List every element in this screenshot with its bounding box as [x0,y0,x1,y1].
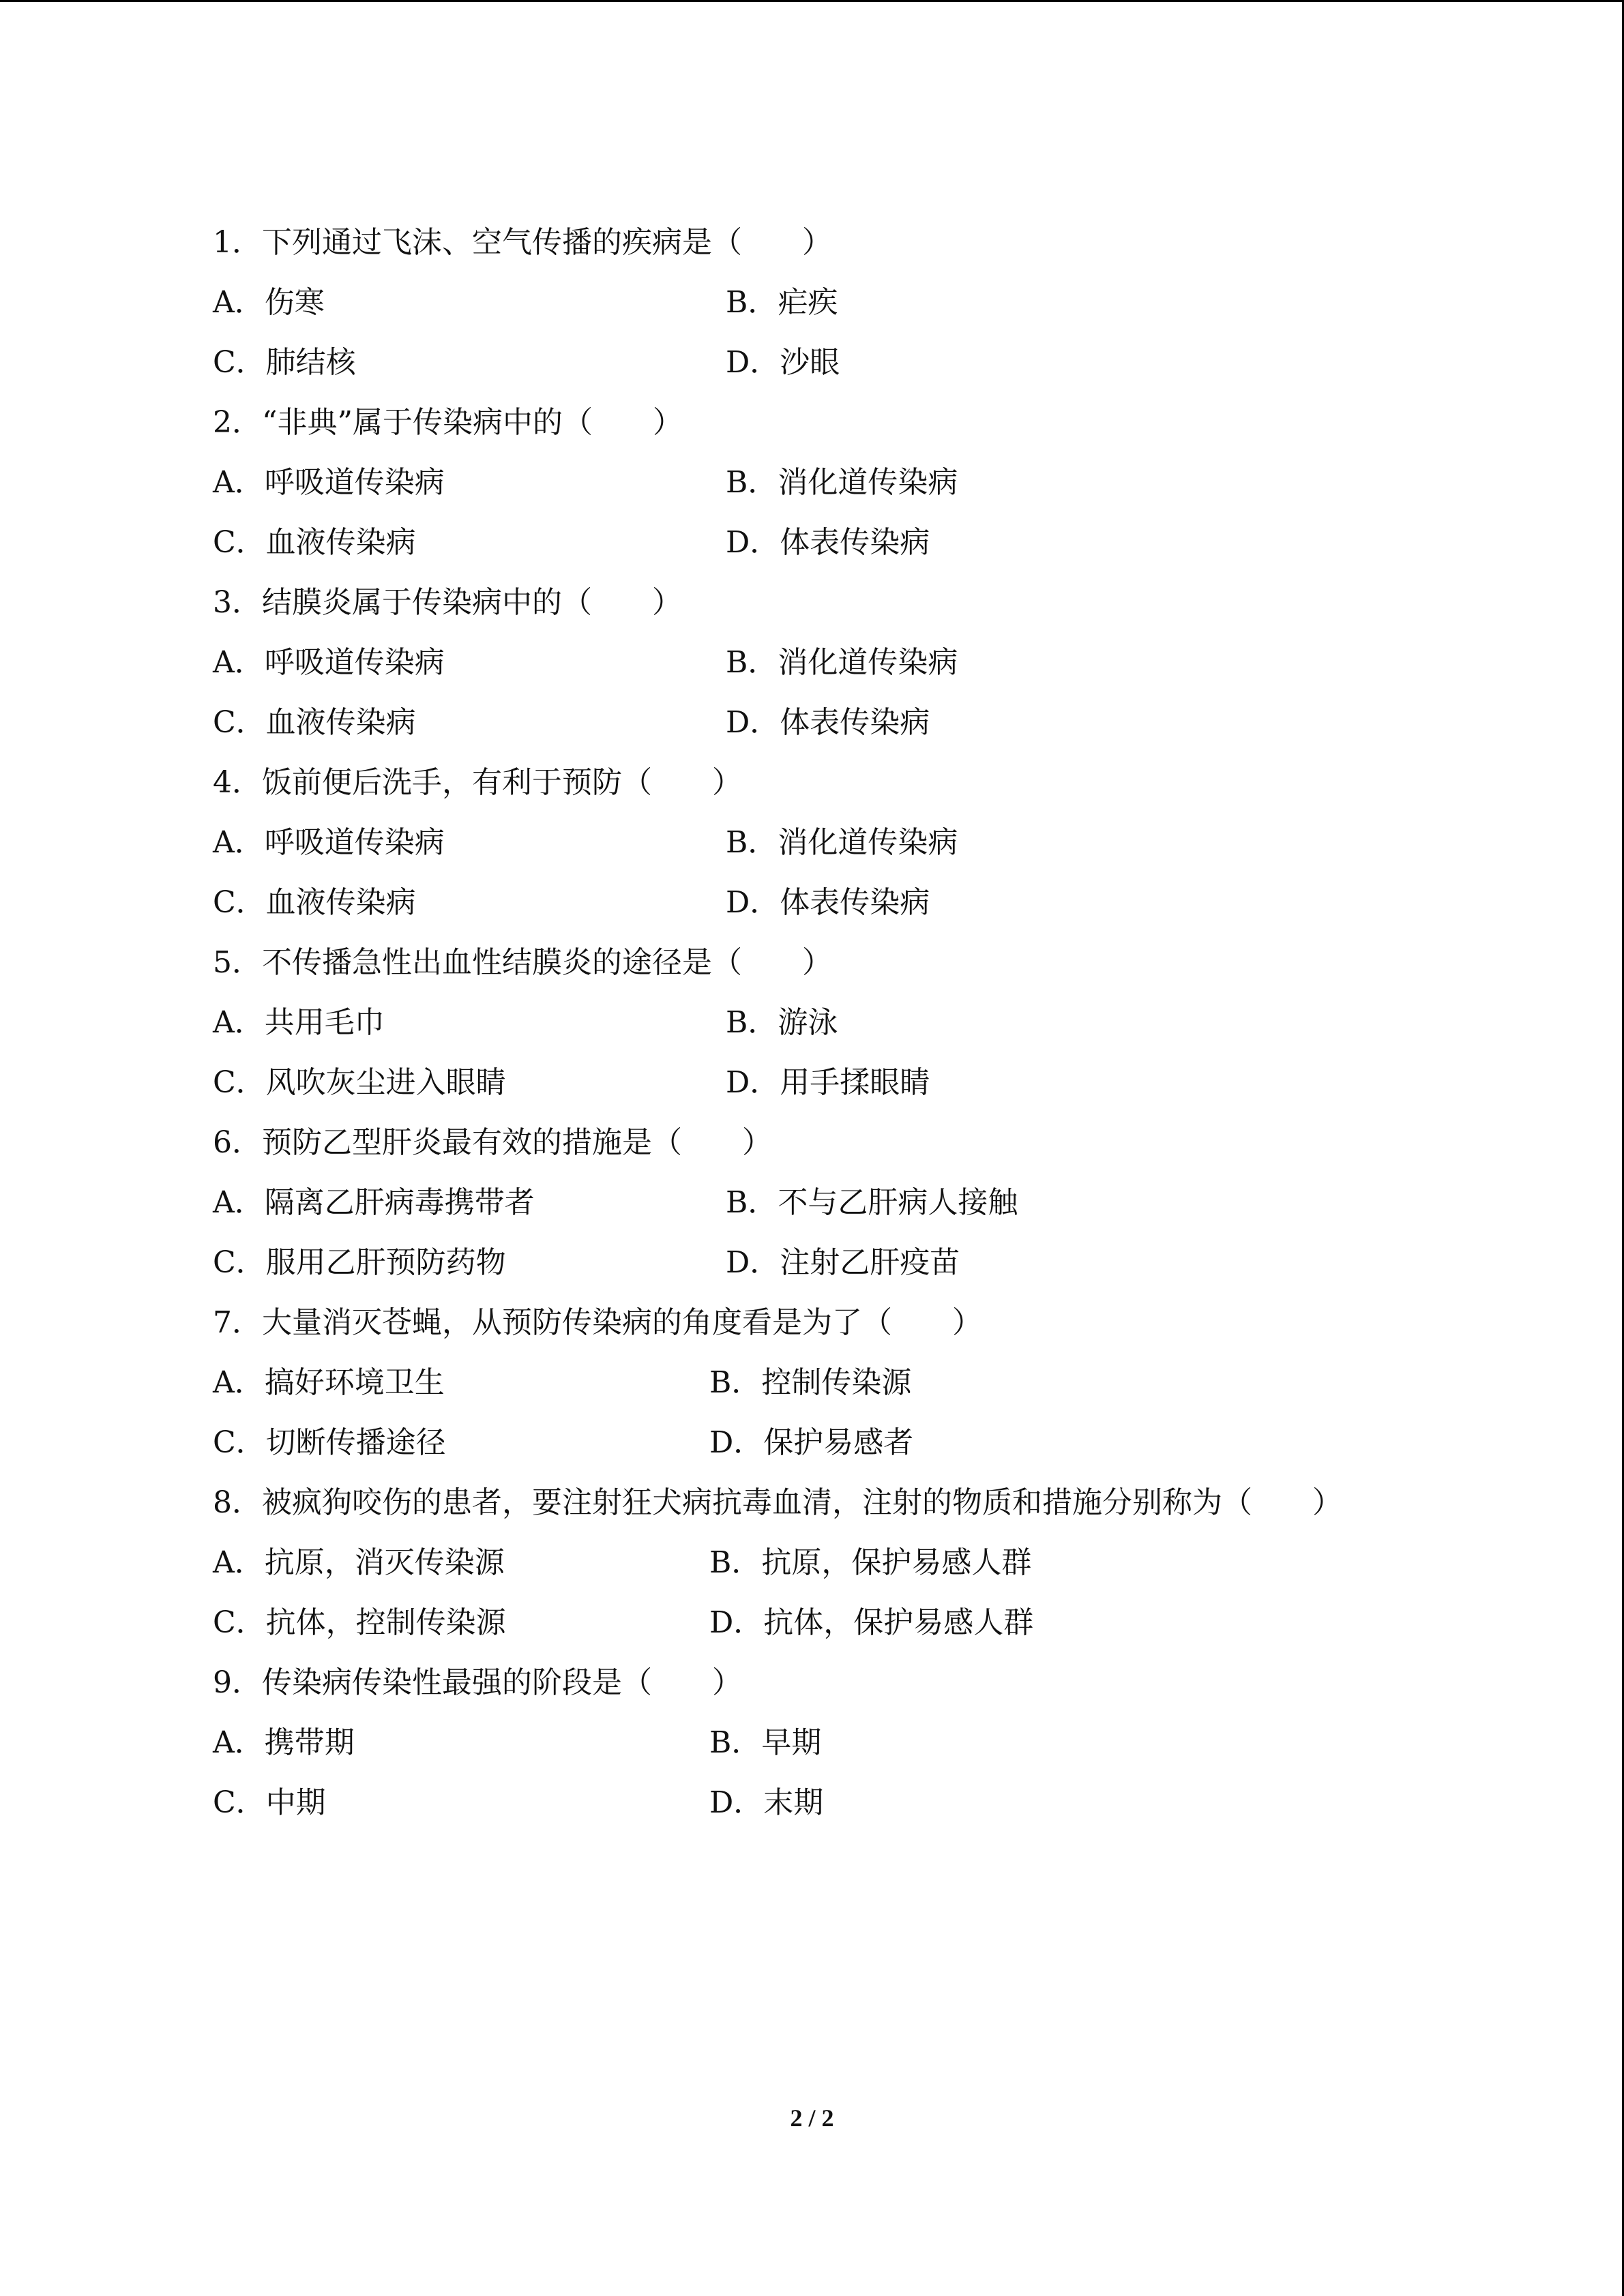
option-d: D．用手揉眼睛 [726,1065,930,1100]
option-b: B．疟疾 [726,285,838,320]
question-9-stem [213,1653,1509,1713]
option-d: D．体表传染病 [726,885,930,920]
question-3-options-row-2 [213,693,1509,753]
question-2-options-row-1 [213,453,1509,513]
option-d: D．体表传染病 [726,705,930,740]
question-5-options-row-2 [213,1053,1509,1113]
option-a: A．搞好环境卫生 [213,1365,445,1400]
question-7-options-row-2 [213,1413,1509,1473]
option-a: A．伤寒 [213,285,325,320]
question-stem: 7．大量消灭苍蝇，从预防传染病的角度看是为了（ ） [213,1305,982,1340]
page-border-top [0,0,1624,2]
question-stem: 2．“非典”属于传染病中的（ ） [213,405,683,440]
option-c: C．服用乙肝预防药物 [213,1245,506,1280]
option-c: C．肺结核 [213,345,356,380]
question-stem: 5．不传播急性出血性结膜炎的途径是（ ） [213,945,832,980]
question-stem: 3．结膜炎属于传染病中的（ ） [213,585,682,620]
option-d: D．末期 [709,1785,824,1820]
option-b: B．早期 [709,1725,822,1760]
option-c: C．风吹灰尘进入眼睛 [213,1065,506,1100]
question-7-options-row-1 [213,1353,1509,1413]
option-c: C．切断传播途径 [213,1425,446,1460]
question-stem: 4．饭前便后洗手，有利于预防（ ） [213,765,742,800]
option-a: A．呼吸道传染病 [213,465,445,500]
option-b: B．消化道传染病 [726,825,958,860]
option-b: B．消化道传染病 [726,465,958,500]
option-a: A．隔离乙肝病毒携带者 [213,1185,535,1220]
question-9-options-row-2 [213,1773,1509,1833]
option-a: A．呼吸道传染病 [213,645,445,680]
option-d: D．体表传染病 [726,525,930,560]
question-stem: 8．被疯狗咬伤的患者，要注射狂犬病抗毒血清，注射的物质和措施分别称为（ ） [213,1485,1342,1520]
question-2-stem [213,393,1509,453]
question-6-options-row-1 [213,1173,1509,1233]
option-b: B．游泳 [726,1005,838,1040]
option-d: D．抗体，保护易感人群 [709,1605,1034,1640]
option-c: C．中期 [213,1785,326,1820]
option-d: D．沙眼 [726,345,840,380]
question-8-options-row-1 [213,1533,1509,1593]
option-c: C．血液传染病 [213,525,416,560]
option-b: B．不与乙肝病人接触 [726,1185,1018,1220]
option-a: A．携带期 [213,1725,355,1760]
option-b: B．消化道传染病 [726,645,958,680]
option-b: B．控制传染源 [709,1365,912,1400]
option-d: D．注射乙肝疫苗 [726,1245,960,1280]
option-b: B．抗原，保护易感人群 [709,1545,1032,1580]
option-c: C．血液传染病 [213,705,416,740]
question-6-options-row-2 [213,1233,1509,1293]
question-4-options-row-2 [213,873,1509,933]
option-a: A．共用毛巾 [213,1005,385,1040]
option-a: A．呼吸道传染病 [213,825,445,860]
option-d: D．保护易感者 [709,1425,914,1460]
option-a: A．抗原，消灭传染源 [213,1545,505,1580]
question-5-options-row-1 [213,993,1509,1053]
question-9-options-row-1 [213,1713,1509,1773]
question-stem: 6．预防乙型肝炎最有效的措施是（ ） [213,1125,772,1160]
question-2-options-row-2 [213,513,1509,573]
question-7-stem [213,1293,1509,1353]
question-6-stem [213,1113,1509,1173]
question-4-options-row-1 [213,813,1509,873]
question-5-stem [213,933,1509,993]
question-1-stem [213,213,1509,273]
question-8-stem [213,1473,1509,1533]
option-c: C．抗体，控制传染源 [213,1605,506,1640]
question-3-stem [213,573,1509,633]
question-4-stem [213,753,1509,813]
page-number: 2 / 2 [790,2104,834,2132]
question-1-options-row-1 [213,273,1509,333]
question-list [213,213,1509,1833]
question-stem: 9．传染病传染性最强的阶段是（ ） [213,1665,742,1700]
question-8-options-row-2 [213,1593,1509,1653]
question-3-options-row-1 [213,633,1509,693]
question-stem: 1．下列通过飞沫、空气传播的疾病是（ ） [213,225,832,260]
question-1-options-row-2 [213,333,1509,393]
option-c: C．血液传染病 [213,885,416,920]
